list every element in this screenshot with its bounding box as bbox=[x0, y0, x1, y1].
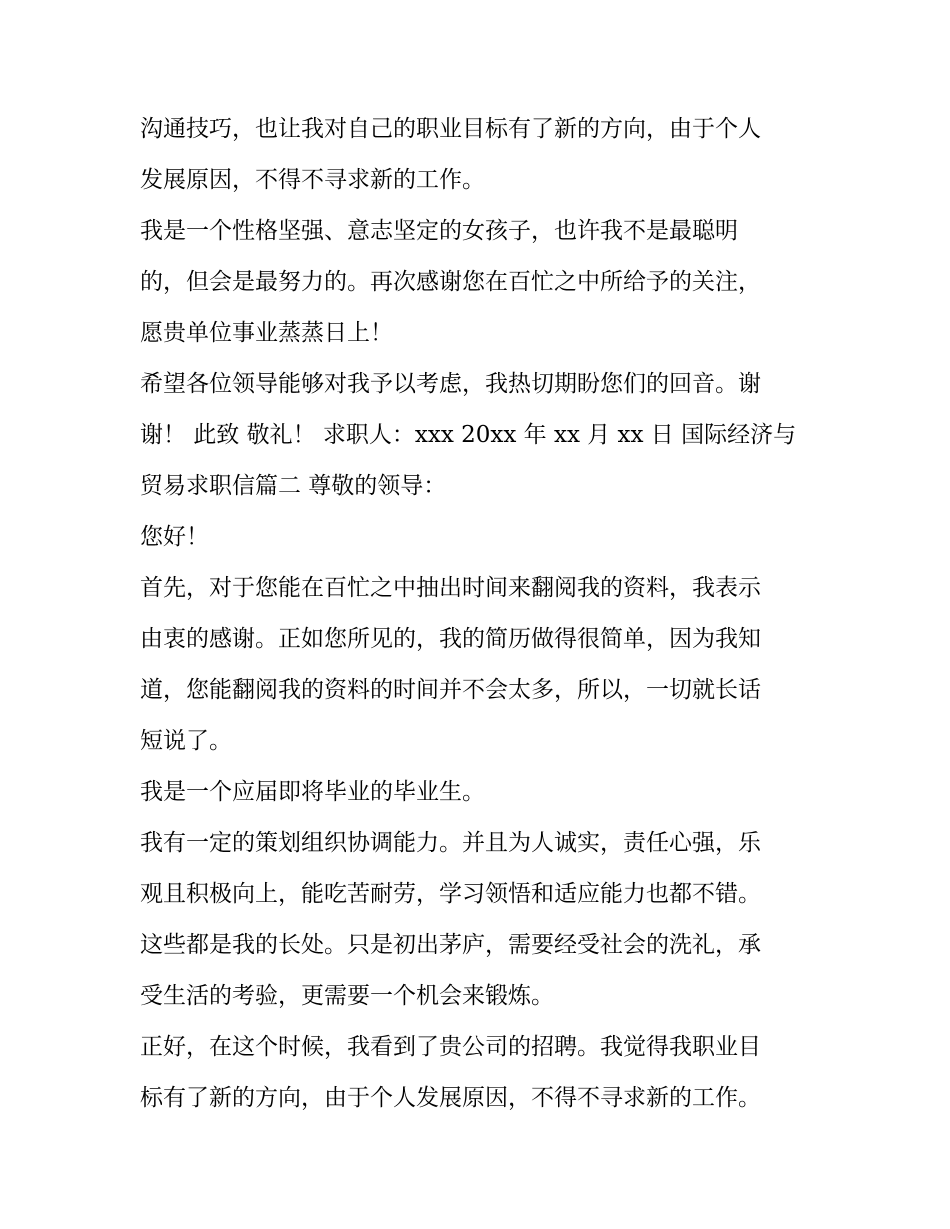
text-line: 您好！ bbox=[140, 524, 209, 550]
text-line: 我是一个应届即将毕业的毕业生。 bbox=[140, 779, 485, 805]
text-line: 道，您能翻阅我的资料的时间并不会太多，所以，一切就长话 bbox=[140, 677, 761, 703]
text-line: 贸易求职信篇二 尊敬的领导： bbox=[140, 473, 447, 499]
text-line: 标有了新的方向，由于个人发展原因，不得不寻求新的工作。 bbox=[140, 1085, 761, 1111]
text-line: 受生活的考验，更需要一个机会来锻炼。 bbox=[140, 983, 554, 1009]
text-line: 观且积极向上，能吃苦耐劳，学习领悟和适应能力也都不错。 bbox=[140, 881, 761, 907]
text-line: 谢！ 此致 敬礼！ 求职人：xxx 20xx 年 xx 月 xx 日 国际经济与 bbox=[140, 422, 797, 448]
text-line: 的，但会是最努力的。再次感谢您在百忙之中所给予的关注， bbox=[140, 269, 761, 295]
text-line: 正好，在这个时候，我看到了贵公司的招聘。我觉得我职业目 bbox=[140, 1034, 761, 1060]
text-line: 我有一定的策划组织协调能力。并且为人诚实，责任心强，乐 bbox=[140, 830, 761, 856]
document-body-text bbox=[140, 104, 820, 1124]
text-line: 沟通技巧，也让我对自己的职业目标有了新的方向，由于个人 bbox=[140, 116, 761, 142]
text-line: 首先，对于您能在百忙之中抽出时间来翻阅我的资料，我表示 bbox=[140, 575, 761, 601]
text-line: 发展原因，不得不寻求新的工作。 bbox=[140, 167, 485, 193]
text-line: 希望各位领导能够对我予以考虑，我热切期盼您们的回音。谢 bbox=[140, 371, 761, 397]
text-line: 短说了。 bbox=[140, 728, 232, 754]
text-line: 我是一个性格坚强、意志坚定的女孩子，也许我不是最聪明 bbox=[140, 218, 738, 244]
text-line: 愿贵单位事业蒸蒸日上！ bbox=[140, 320, 393, 346]
text-line: 这些都是我的长处。只是初出茅庐，需要经受社会的洗礼，承 bbox=[140, 932, 761, 958]
text-line: 由衷的感谢。正如您所见的，我的简历做得很简单，因为我知 bbox=[140, 626, 761, 652]
